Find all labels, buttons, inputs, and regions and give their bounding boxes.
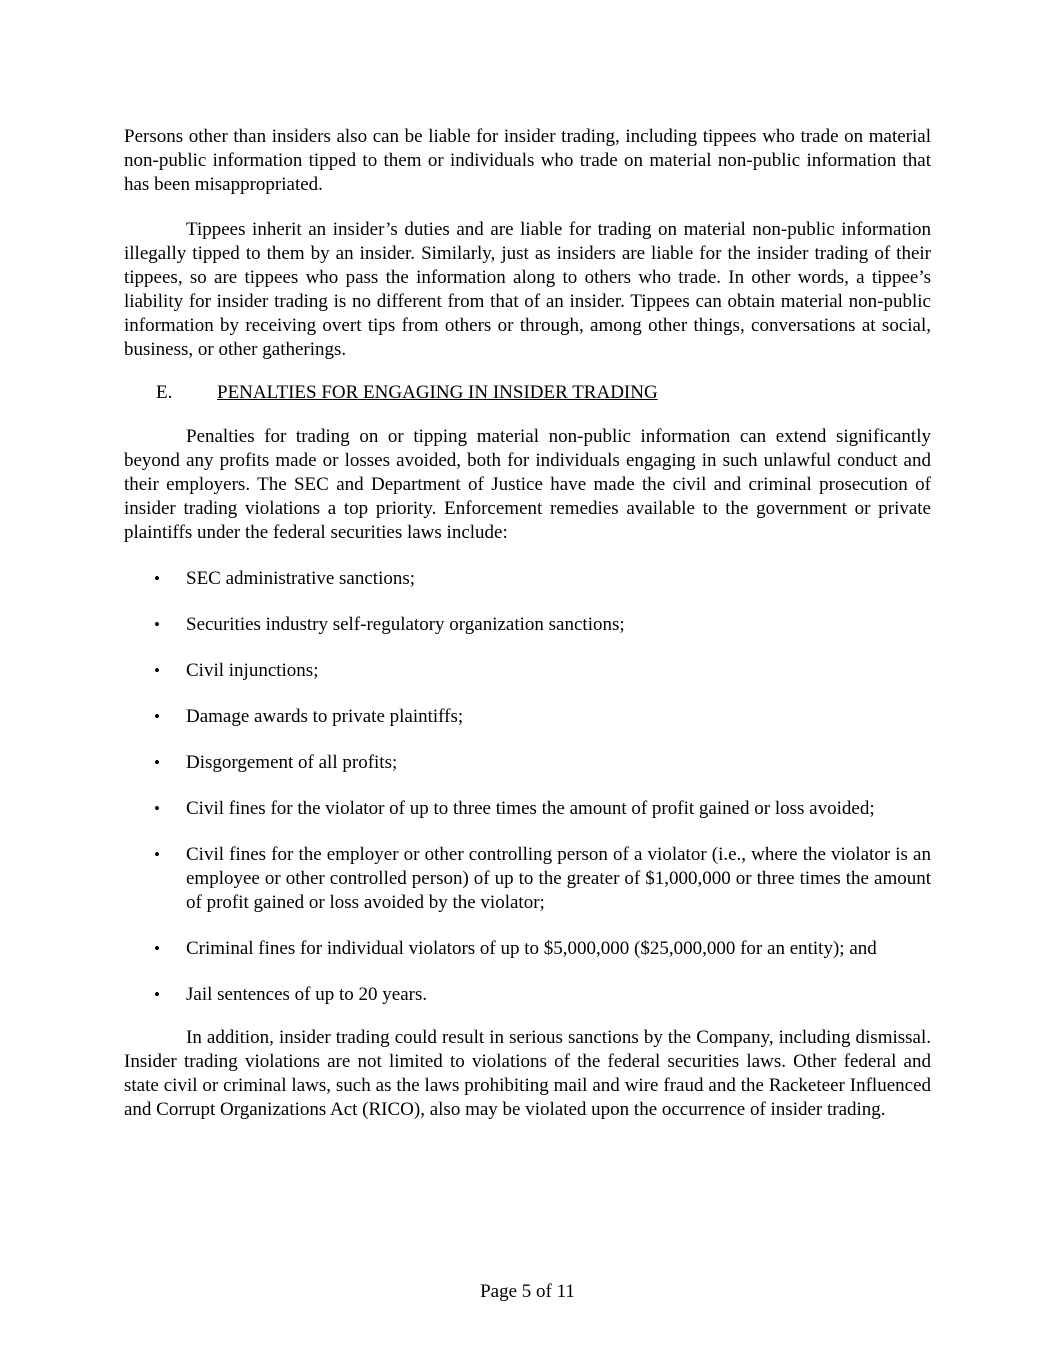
list-item-text: SEC administrative sanctions;	[186, 568, 416, 589]
document-body	[124, 125, 931, 1122]
section-heading	[124, 381, 931, 405]
list-item-text: Securities industry self-regulatory organization sanctions;	[186, 614, 625, 635]
bullet-icon: •	[154, 753, 160, 772]
section-letter: E.	[156, 382, 173, 403]
section-title: PENALTIES FOR ENGAGING IN INSIDER TRADING	[217, 382, 658, 403]
paragraph-penalties: Penalties for trading on or tipping material non-public information can extend significantly beyond any profits made or losses avoided, both for individuals engaging in such unlawful conduct and their employers. The SEC and Department of Justice have made the civil and criminal prosecution of insider trading violations a top priority. Enforcement remedies available to the government or private plaintiffs under the federal securities laws include:	[124, 426, 931, 543]
bullet-icon: •	[154, 985, 160, 1004]
list-item	[124, 659, 931, 683]
paragraph-additional: In addition, insider trading could result in serious sanctions by the Company, including dismissal. Insider trading violations are not limited to violations of the federal securities laws. Other federal and state civil or criminal laws, such as the laws prohibiting mail and wire fraud and the Racketeer Influenced and Corrupt Organizations Act (RICO), also may be violated upon the occurrence of insider trading.	[124, 1027, 931, 1120]
bullet-icon: •	[154, 661, 160, 680]
bullet-icon: •	[154, 799, 160, 818]
list-item	[124, 567, 931, 591]
list-item	[124, 797, 931, 821]
bullet-icon: •	[154, 939, 160, 958]
remedies-list	[124, 567, 931, 1007]
paragraph-tippees: Tippees inherit an insider’s duties and are liable for trading on material non-public information illegally tipped to them by an insider. Similarly, just as insiders are liable for the insider trading of their tippees, so are tippees who pass the information along to others who trade. In other words, a tippee’s liability for insider trading is no different from that of an insider. Tippees can obtain material non-public information by receiving overt tips from others or through, among other things, conversations at social, business, or other gatherings.	[124, 219, 931, 360]
paragraph-intro: Persons other than insiders also can be liable for insider trading, including tippees who trade on material non-public information tipped to them or individuals who trade on material non-public information that has been misappropriated.	[124, 126, 931, 195]
list-item-text: Civil injunctions;	[186, 660, 319, 681]
page-number: Page 5 of 11	[480, 1281, 575, 1302]
list-item	[124, 937, 931, 961]
list-item	[124, 613, 931, 637]
list-item-text: Damage awards to private plaintiffs;	[186, 706, 464, 727]
list-item-text: Disgorgement of all profits;	[186, 752, 398, 773]
list-item	[124, 705, 931, 729]
list-item-text: Civil fines for the employer or other controlling person of a violator (i.e., where the violator is an employee or other controlled person) of up to the greater of $1,000,000 or three times the amount of profit gained or loss avoided by the violator;	[186, 844, 931, 913]
list-item-text: Criminal fines for individual violators of up to $5,000,000 ($25,000,000 for an entity); and	[186, 938, 877, 959]
bullet-icon: •	[154, 707, 160, 726]
bullet-icon: •	[154, 615, 160, 634]
list-item	[124, 983, 931, 1007]
bullet-icon: •	[154, 569, 160, 588]
list-item-text: Jail sentences of up to 20 years.	[186, 984, 428, 1005]
list-item	[124, 751, 931, 775]
list-item-text: Civil fines for the violator of up to three times the amount of profit gained or loss avoided;	[186, 798, 875, 819]
bullet-icon: •	[154, 845, 160, 864]
list-item	[124, 843, 931, 915]
